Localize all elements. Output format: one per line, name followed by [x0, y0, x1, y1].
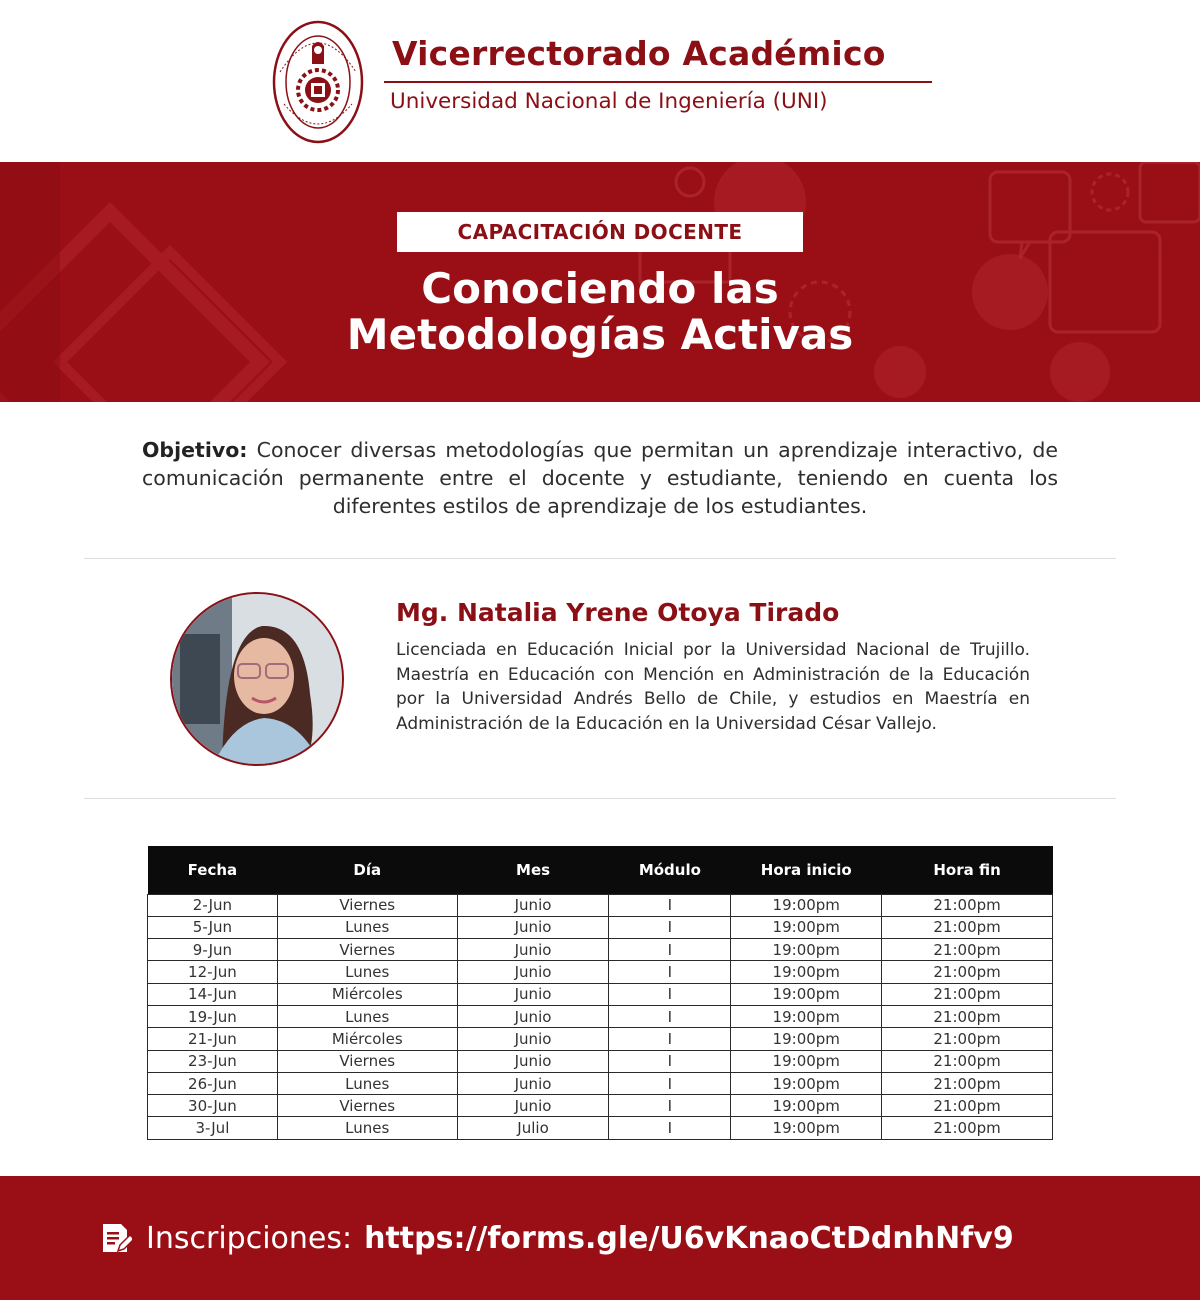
section-divider	[84, 798, 1116, 799]
header-divider	[384, 81, 932, 83]
cell-dia: Miércoles	[277, 1028, 457, 1050]
hero-banner	[0, 162, 1200, 402]
event-title	[0, 266, 1200, 358]
cell-hora-inicio: 19:00pm	[731, 1117, 882, 1139]
cell-mes: Junio	[457, 1050, 609, 1072]
speaker-bio: Licenciada en Educación Inicial por la Universidad Nacional de Trujillo. Maestría en Educación con Mención en Administración de la Educación por la Universidad Andrés Bello de Chile, y estudios en Maestría en Administración de la Educación en la Universidad César Vallejo.	[396, 640, 1030, 734]
cell-modulo: I	[609, 1005, 731, 1027]
cell-dia: Lunes	[277, 1005, 457, 1027]
org-subtitle: Universidad Nacional de Ingeniería (UNI)	[390, 89, 828, 114]
cell-hora-inicio: 19:00pm	[731, 1028, 882, 1050]
registration-line	[100, 1216, 1014, 1260]
cell-hora-fin: 21:00pm	[882, 1095, 1053, 1117]
cell-modulo: I	[609, 939, 731, 961]
event-title-line-2: Metodologías Activas	[346, 310, 854, 359]
cell-dia: Viernes	[277, 1095, 457, 1117]
cell-modulo: I	[609, 961, 731, 983]
cell-fecha: 14-Jun	[148, 983, 278, 1005]
table-row	[148, 1028, 1053, 1050]
cell-mes: Junio	[457, 1072, 609, 1094]
cell-mes: Junio	[457, 983, 609, 1005]
cell-hora-inicio: 19:00pm	[731, 916, 882, 938]
cell-modulo: I	[609, 1117, 731, 1139]
cell-dia: Viernes	[277, 894, 457, 916]
cell-dia: Lunes	[277, 916, 457, 938]
cell-fecha: 12-Jun	[148, 961, 278, 983]
column-header-hora-fin: Hora fin	[882, 846, 1053, 894]
cell-modulo: I	[609, 894, 731, 916]
table-row	[148, 1117, 1053, 1139]
table-row	[148, 1095, 1053, 1117]
registration-link[interactable]: https://forms.gle/U6vKnaoCtDdnhNfv9	[364, 1220, 1014, 1256]
cell-mes: Junio	[457, 1028, 609, 1050]
org-title: Vicerrectorado Académico	[392, 34, 886, 73]
cell-dia: Viernes	[277, 939, 457, 961]
cell-hora-fin: 21:00pm	[882, 1050, 1053, 1072]
cell-hora-fin: 21:00pm	[882, 939, 1053, 961]
cell-hora-inicio: 19:00pm	[731, 939, 882, 961]
table-row	[148, 939, 1053, 961]
cell-mes: Junio	[457, 939, 609, 961]
cell-fecha: 23-Jun	[148, 1050, 278, 1072]
cell-hora-inicio: 19:00pm	[731, 1072, 882, 1094]
table-row	[148, 894, 1053, 916]
table-row	[148, 1050, 1053, 1072]
column-header-hora-inicio: Hora inicio	[731, 846, 882, 894]
cell-hora-fin: 21:00pm	[882, 1117, 1053, 1139]
cell-modulo: I	[609, 916, 731, 938]
cell-mes: Junio	[457, 894, 609, 916]
cell-fecha: 30-Jun	[148, 1095, 278, 1117]
cell-mes: Junio	[457, 1005, 609, 1027]
schedule-table	[147, 846, 1053, 1140]
cell-hora-inicio: 19:00pm	[731, 1095, 882, 1117]
form-edit-icon	[100, 1221, 132, 1255]
cell-hora-fin: 21:00pm	[882, 894, 1053, 916]
cell-fecha: 5-Jun	[148, 916, 278, 938]
cell-modulo: I	[609, 1028, 731, 1050]
cell-hora-inicio: 19:00pm	[731, 894, 882, 916]
table-row	[148, 1072, 1053, 1094]
cell-mes: Junio	[457, 916, 609, 938]
cell-fecha: 9-Jun	[148, 939, 278, 961]
speaker-photo	[170, 592, 344, 766]
event-title-line-1: Conociendo las	[421, 264, 779, 313]
cell-dia: Viernes	[277, 1050, 457, 1072]
university-seal-logo	[272, 20, 364, 144]
cell-hora-fin: 21:00pm	[882, 1028, 1053, 1050]
cell-dia: Miércoles	[277, 983, 457, 1005]
column-header-mes: Mes	[457, 846, 609, 894]
cell-hora-inicio: 19:00pm	[731, 961, 882, 983]
cell-modulo: I	[609, 1050, 731, 1072]
cell-hora-fin: 21:00pm	[882, 1005, 1053, 1027]
cell-hora-inicio: 19:00pm	[731, 1050, 882, 1072]
cell-dia: Lunes	[277, 961, 457, 983]
cell-fecha: 21-Jun	[148, 1028, 278, 1050]
category-tag: CAPACITACIÓN DOCENTE	[397, 212, 803, 252]
objective-text: Conocer diversas metodologías que permitan un aprendizaje interactivo, de comunicación permanente entre el docente y estudiante, teniendo en cuenta los diferentes estilos de aprendizaje de los estudiantes.	[142, 438, 1058, 518]
column-header-modulo: Módulo	[609, 846, 731, 894]
cell-fecha: 26-Jun	[148, 1072, 278, 1094]
cell-fecha: 19-Jun	[148, 1005, 278, 1027]
cell-modulo: I	[609, 1095, 731, 1117]
cell-hora-fin: 21:00pm	[882, 916, 1053, 938]
table-header-row	[148, 846, 1053, 894]
cell-modulo: I	[609, 1072, 731, 1094]
cell-hora-inicio: 19:00pm	[731, 983, 882, 1005]
schedule-body	[148, 894, 1053, 1139]
page-header	[0, 0, 1200, 162]
cell-mes: Junio	[457, 1095, 609, 1117]
cell-mes: Junio	[457, 961, 609, 983]
cell-modulo: I	[609, 983, 731, 1005]
registration-label: Inscripciones:	[146, 1220, 353, 1256]
section-divider	[84, 558, 1116, 559]
cell-dia: Lunes	[277, 1117, 457, 1139]
table-row	[148, 916, 1053, 938]
objective-paragraph	[142, 436, 1058, 520]
table-row	[148, 1005, 1053, 1027]
column-header-dia: Día	[277, 846, 457, 894]
cell-hora-fin: 21:00pm	[882, 983, 1053, 1005]
cell-fecha: 3-Jul	[148, 1117, 278, 1139]
cell-mes: Julio	[457, 1117, 609, 1139]
column-header-fecha: Fecha	[148, 846, 278, 894]
table-row	[148, 961, 1053, 983]
registration-footer	[0, 1176, 1200, 1300]
objective-label: Objetivo:	[142, 438, 248, 462]
cell-fecha: 2-Jun	[148, 894, 278, 916]
table-row	[148, 983, 1053, 1005]
cell-dia: Lunes	[277, 1072, 457, 1094]
speaker-name: Mg. Natalia Yrene Otoya Tirado	[396, 598, 840, 627]
cell-hora-fin: 21:00pm	[882, 961, 1053, 983]
cell-hora-fin: 21:00pm	[882, 1072, 1053, 1094]
speaker-portrait-image	[172, 594, 344, 766]
cell-hora-inicio: 19:00pm	[731, 1005, 882, 1027]
